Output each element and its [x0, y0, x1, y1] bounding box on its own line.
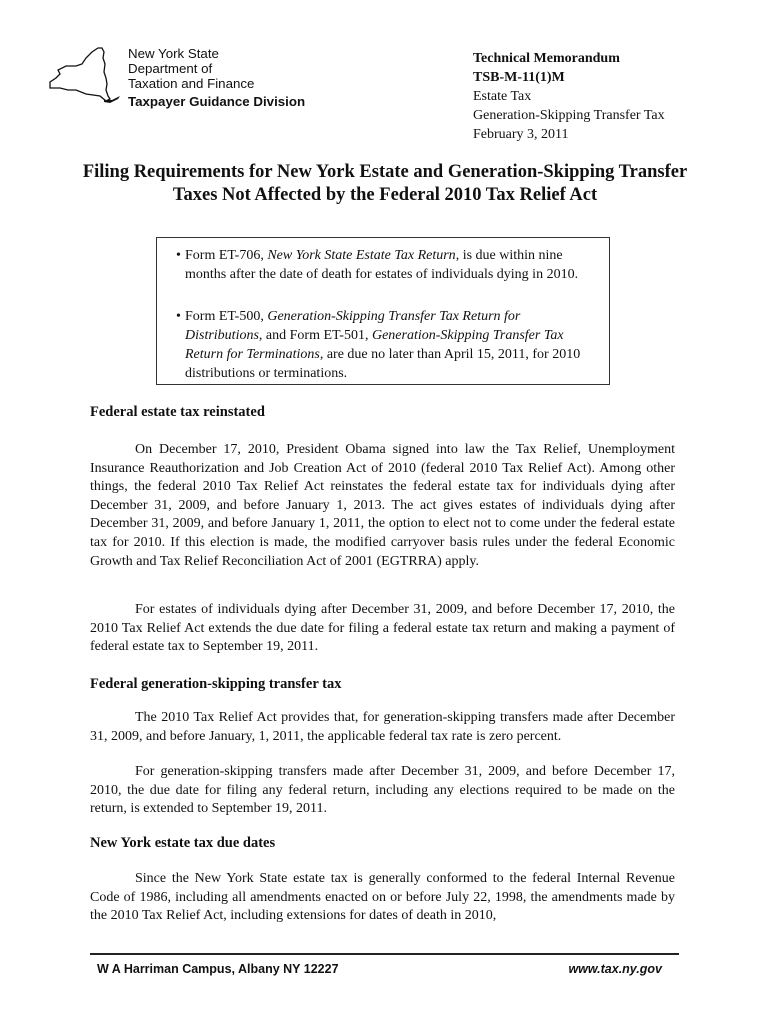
nys-map-logo	[46, 44, 126, 112]
memo-subject-1: Estate Tax	[473, 89, 532, 104]
paragraph: On December 17, 2010, President Obama signed into law the Tax Relief, Unemployment Insurance Reauthorization and Job Creation Act of 2010 (federal 2010 Tax Relief Act). Among other things, the federal 2010 Tax Relief Act reinstates the federal estate tax for individuals dying after December 31, 2009, and before January 1, 2013. The act gives estates of individuals dying after December 31, 2009, and before January 1, 2011, the option to elect not to come under the federal estate tax for 2010. If this election is made, the modified carryover basis rules under the federal Economic Growth and Tax Relief Reconciliation Act of 2001 (EGTRRA) apply.	[90, 442, 675, 569]
memo-date: February 3, 2011	[473, 127, 569, 142]
document-title	[60, 161, 710, 207]
division-name: Taxpayer Guidance Division	[128, 94, 306, 109]
summary-item-2: • Form ET-500, Generation-Skipping Transfer Tax Return for Distributions, and Form ET-501, Generation-Skipping Transfer Tax Return for Terminations, are due no later than April 15, 2011, for 2010 distributions or terminations.	[176, 309, 581, 381]
title-line-2: Taxes Not Affected by the Federal 2010 Tax Relief Act	[172, 185, 598, 205]
agency-block	[128, 46, 305, 109]
memo-block	[473, 49, 665, 144]
memo-number: TSB-M-11(1)M	[473, 70, 565, 85]
paragraph: Since the New York State estate tax is generally conformed to the federal Internal Revenue Code of 1986, including all amendments enacted on or before July 22, 1998, the amendments made by the 2010 Tax Relief Act, including extensions for dates of death in 2010,	[90, 871, 675, 924]
summary-box	[156, 237, 610, 385]
section-heading-gst: Federal generation-skipping transfer tax	[90, 676, 342, 692]
paragraph: The 2010 Tax Relief Act provides that, for generation-skipping transfers made after December 31, 2009, and before January, 1, 2011, the applicable federal tax rate is zero percent.	[90, 710, 675, 744]
agency-line-3: Taxation and Finance	[128, 76, 255, 91]
agency-line-1: New York State	[128, 46, 219, 61]
footer-divider	[90, 953, 679, 955]
section-heading-estate-tax: Federal estate tax reinstated	[90, 404, 265, 420]
memo-type: Technical Memorandum	[473, 51, 620, 66]
footer-website-link[interactable]: www.tax.ny.gov	[568, 962, 662, 976]
title-line-1: Filing Requirements for New York Estate and Generation-Skipping Transfer	[82, 162, 688, 182]
paragraph: For generation-skipping transfers made after December 31, 2009, and before December 17, 2010, the due date for filing any federal return, including any elections required to be made on the return, is extended to September 19, 2011.	[90, 764, 675, 817]
summary-item-1: • Form ET-706, New York State Estate Tax Return, is due within nine months after the date of death for estates of individuals dying in 2010.	[176, 248, 579, 282]
memo-subject-2: Generation-Skipping Transfer Tax	[473, 108, 665, 123]
paragraph: For estates of individuals dying after December 31, 2009, and before December 17, 2010, the 2010 Tax Relief Act extends the due date for filing a federal estate tax return and making a payment of federal estate tax to September 19, 2011.	[90, 602, 675, 655]
footer-address: W A Harriman Campus, Albany NY 12227	[97, 962, 339, 976]
agency-line-2: Department of	[128, 61, 213, 76]
section-heading-ny-due-dates: New York estate tax due dates	[90, 835, 276, 851]
